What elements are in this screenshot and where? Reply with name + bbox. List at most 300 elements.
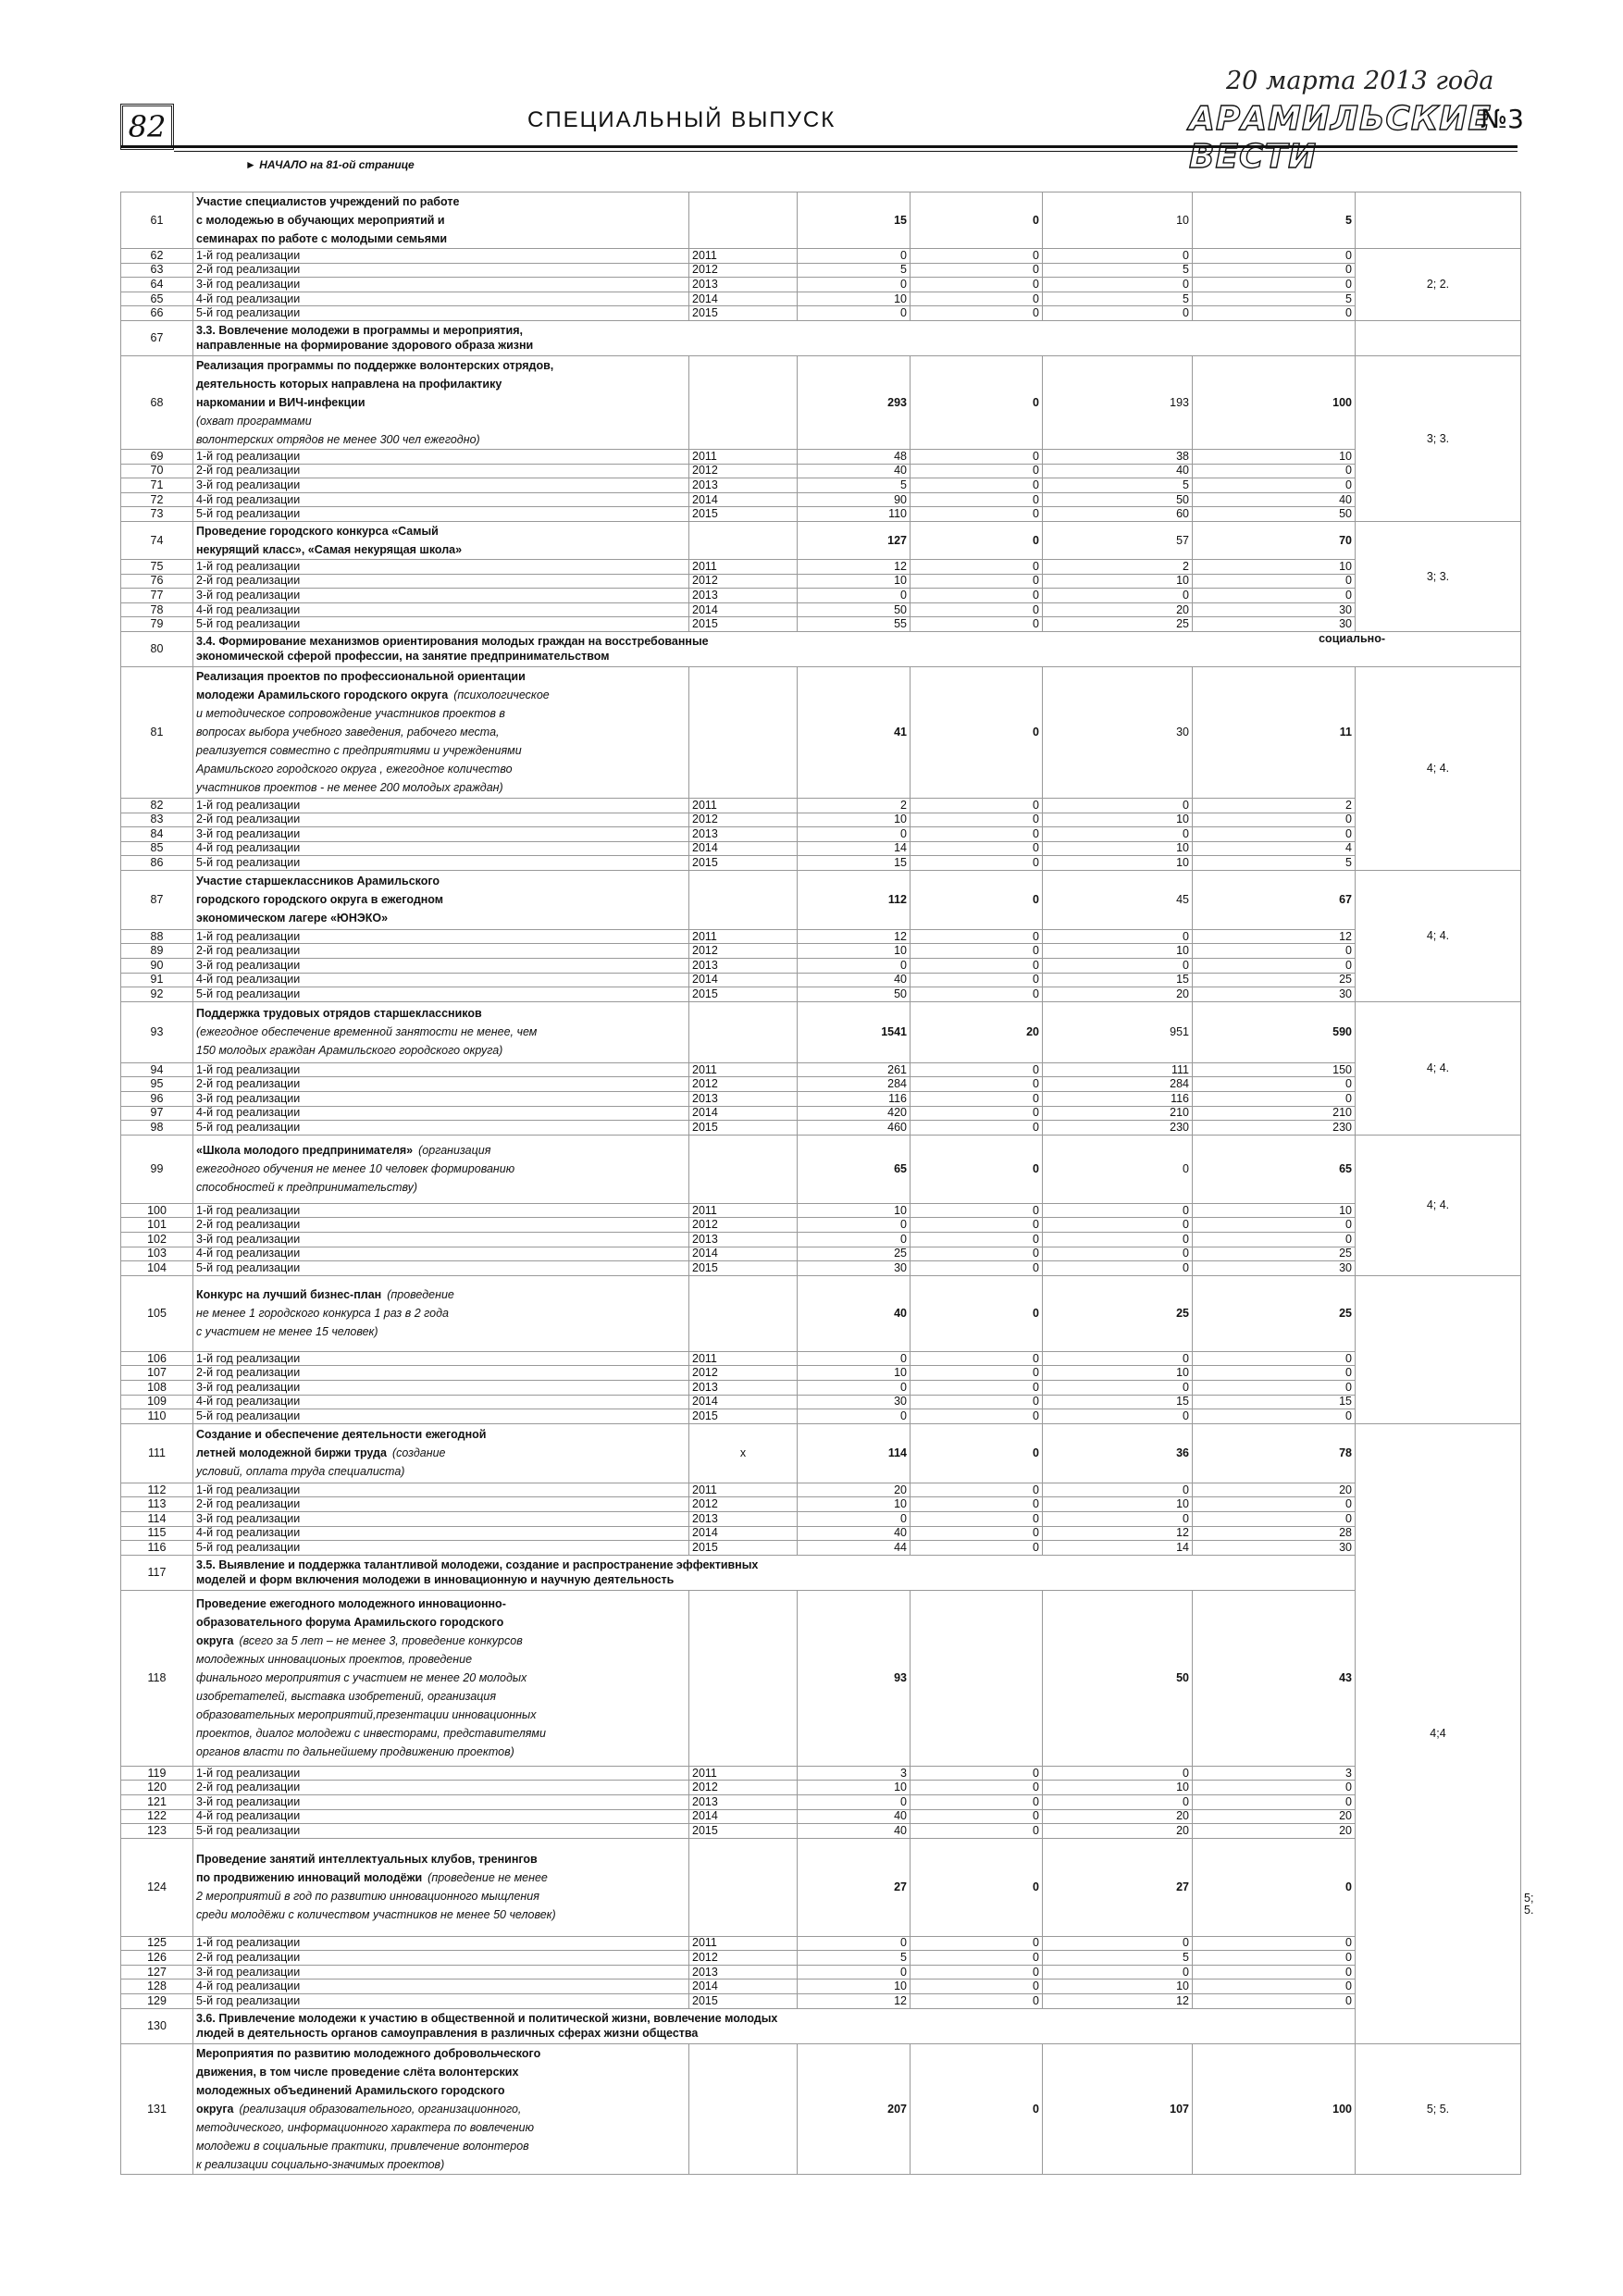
local-value: 0 <box>1043 1135 1193 1203</box>
row-number: 125 <box>121 1936 193 1951</box>
section-heading <box>193 2008 1521 2043</box>
other-value: 0 <box>1193 1092 1356 1107</box>
other-value: 0 <box>1193 1994 1356 2009</box>
federal-value: 0 <box>911 973 1043 987</box>
local-value: 10 <box>1043 856 1193 871</box>
total-value: 48 <box>798 449 911 464</box>
total-value: 0 <box>798 1936 911 1951</box>
year-cell: 2013 <box>689 959 798 974</box>
activity-title-line: Реализация проектов по профессиональной ориентации <box>196 670 526 684</box>
local-value: 0 <box>1043 1483 1193 1497</box>
row-number: 85 <box>121 841 193 856</box>
total-value: 112 <box>798 870 911 929</box>
row-number: 89 <box>121 944 193 959</box>
activity-title-line: летней молодежной биржи труда <box>196 1446 387 1460</box>
activity-title-line: наркомании и ВИЧ-инфекции <box>196 395 365 409</box>
activity-note-line: (ежегодное обеспечение временной занятости не менее, чем <box>196 1025 538 1039</box>
total-value: 90 <box>798 492 911 507</box>
other-value: 100 <box>1193 355 1356 449</box>
row-number: 88 <box>121 929 193 944</box>
total-value: 0 <box>798 1794 911 1809</box>
other-value: 230 <box>1193 1121 1356 1136</box>
issue-number: №3 <box>1481 104 1524 134</box>
federal-value <box>911 1590 1043 1766</box>
target-indicator: 3; 3. <box>1356 521 1521 631</box>
local-value: 5 <box>1043 292 1193 306</box>
local-value: 30 <box>1043 666 1193 798</box>
other-value: 0 <box>1193 813 1356 827</box>
activity-note-line: способностей к предпринимательству) <box>196 1181 418 1195</box>
row-number: 121 <box>121 1794 193 1809</box>
year-cell: 2012 <box>689 1077 798 1092</box>
year-label: 5-й год реализации <box>193 617 689 632</box>
year-label: 4-й год реализации <box>193 1247 689 1261</box>
year-cell: 2014 <box>689 292 798 306</box>
other-value: 4 <box>1193 841 1356 856</box>
total-value: 10 <box>798 1980 911 1994</box>
federal-value: 0 <box>911 449 1043 464</box>
activity-title-line: Мероприятия по развитию молодежного добровольческого <box>196 2046 541 2060</box>
target-indicator: 3; 3. <box>1356 355 1521 521</box>
federal-value: 0 <box>911 1497 1043 1512</box>
year-label: 3-й год реализации <box>193 1233 689 1247</box>
local-value: 0 <box>1043 249 1193 264</box>
other-value: 10 <box>1193 559 1356 574</box>
activity-note-line: финального мероприятия с участием не менее 20 молодых <box>196 1671 527 1685</box>
row-number: 76 <box>121 574 193 589</box>
row-number: 105 <box>121 1275 193 1351</box>
local-value: 60 <box>1043 507 1193 522</box>
local-value: 50 <box>1043 492 1193 507</box>
year-label: 2-й год реализации <box>193 464 689 478</box>
local-value: 14 <box>1043 1541 1193 1556</box>
blank-cell <box>1356 320 1521 355</box>
table-row-year <box>121 278 1521 292</box>
local-value: 38 <box>1043 449 1193 464</box>
activity-note-line: 2 мероприятий в год по развитию инновационного мыщления <box>196 1890 539 1904</box>
federal-value: 0 <box>911 617 1043 632</box>
table-row-year <box>121 1994 1521 2009</box>
year-cell: 2012 <box>689 813 798 827</box>
table-row-activity <box>121 521 1521 559</box>
table-row-year <box>121 1077 1521 1092</box>
total-value: 420 <box>798 1106 911 1121</box>
total-value: 12 <box>798 559 911 574</box>
other-value: 11 <box>1193 666 1356 798</box>
other-value: 70 <box>1193 521 1356 559</box>
other-value: 20 <box>1193 1483 1356 1497</box>
table-row-year <box>121 589 1521 603</box>
activity-note-line: к реализации социально-значимых проектов) <box>196 2157 445 2171</box>
row-number: 67 <box>121 320 193 355</box>
local-value: 10 <box>1043 1781 1193 1795</box>
year-cell: 2014 <box>689 1526 798 1541</box>
year-cell: 2011 <box>689 798 798 813</box>
total-value: 14 <box>798 841 911 856</box>
year-cell: 2011 <box>689 1483 798 1497</box>
total-value: 0 <box>798 1233 911 1247</box>
section-heading-line: 3.4. Формирование механизмов ориентирования молодых граждан на восстребованные <box>196 635 709 649</box>
local-value: 10 <box>1043 944 1193 959</box>
total-value: 1541 <box>798 1001 911 1062</box>
row-number: 75 <box>121 559 193 574</box>
table-row-year <box>121 1781 1521 1795</box>
local-value: 0 <box>1043 1203 1193 1218</box>
table-row-year <box>121 574 1521 589</box>
year-label: 1-й год реализации <box>193 1483 689 1497</box>
activity-note-line: изобретателей, выставка изобретений, организация <box>196 1690 497 1704</box>
year-cell: 2014 <box>689 1395 798 1409</box>
year-cell <box>689 355 798 449</box>
local-value: 40 <box>1043 464 1193 478</box>
row-number: 101 <box>121 1218 193 1233</box>
row-number: 77 <box>121 589 193 603</box>
table-row-activity <box>121 1590 1521 1766</box>
other-value: 0 <box>1193 1366 1356 1381</box>
year-label: 4-й год реализации <box>193 1106 689 1121</box>
federal-value: 0 <box>911 292 1043 306</box>
total-value: 0 <box>798 278 911 292</box>
total-value: 0 <box>798 249 911 264</box>
activity-name <box>193 1275 689 1351</box>
activity-title-line: Проведение ежегодного молодежного инновационно- <box>196 1597 506 1611</box>
local-value: 0 <box>1043 1766 1193 1781</box>
table-row-year <box>121 478 1521 493</box>
row-number: 106 <box>121 1351 193 1366</box>
table-row-year <box>121 1247 1521 1261</box>
row-number: 91 <box>121 973 193 987</box>
federal-value: 0 <box>911 192 1043 249</box>
federal-value: 0 <box>911 1247 1043 1261</box>
federal-value: 0 <box>911 1781 1043 1795</box>
year-cell <box>689 521 798 559</box>
table-row-year <box>121 856 1521 871</box>
total-value: 0 <box>798 306 911 321</box>
year-cell: 2012 <box>689 1781 798 1795</box>
activity-name <box>193 355 689 449</box>
other-value: 0 <box>1193 589 1356 603</box>
table-row-year <box>121 1233 1521 1247</box>
year-cell: 2012 <box>689 574 798 589</box>
year-cell: 2015 <box>689 1121 798 1136</box>
activity-note-line: молодежных инновационых проектов, проведение <box>196 1653 473 1667</box>
total-value: 40 <box>798 1275 911 1351</box>
federal-value: 0 <box>911 1218 1043 1233</box>
federal-value: 20 <box>911 1001 1043 1062</box>
activity-title-line: округа <box>196 1634 234 1648</box>
activity-title-line: Участие старшеклассников Арамильского <box>196 875 440 888</box>
other-value: 2 <box>1193 798 1356 813</box>
activity-note-line: среди молодёжи с количеством участников не менее 50 человек) <box>196 1908 556 1922</box>
row-number: 83 <box>121 813 193 827</box>
table-row-year <box>121 987 1521 1002</box>
row-number: 99 <box>121 1135 193 1203</box>
table-row-activity <box>121 1275 1521 1351</box>
target-indicator: 4;4 <box>1356 1423 1521 2043</box>
federal-value: 0 <box>911 574 1043 589</box>
other-value: 0 <box>1193 249 1356 264</box>
year-cell: 2013 <box>689 1794 798 1809</box>
total-value: 5 <box>798 263 911 278</box>
total-value: 110 <box>798 507 911 522</box>
row-number: 122 <box>121 1809 193 1824</box>
local-value: 0 <box>1043 1409 1193 1424</box>
activity-title-line: «Школа молодого предпринимателя» <box>196 1144 414 1158</box>
other-value: 25 <box>1193 1275 1356 1351</box>
other-value: 65 <box>1193 1135 1356 1203</box>
table-row-year <box>121 798 1521 813</box>
table-row-year <box>121 306 1521 321</box>
total-value: 0 <box>798 1218 911 1233</box>
federal-value: 0 <box>911 1809 1043 1824</box>
local-value: 20 <box>1043 602 1193 617</box>
total-value: 5 <box>798 1951 911 1966</box>
row-number: 129 <box>121 1994 193 2009</box>
year-cell: 2013 <box>689 1233 798 1247</box>
year-cell: 2015 <box>689 987 798 1002</box>
total-value: 12 <box>798 929 911 944</box>
federal-value: 0 <box>911 813 1043 827</box>
other-value: 50 <box>1193 507 1356 522</box>
year-label: 3-й год реализации <box>193 589 689 603</box>
other-value: 0 <box>1193 827 1356 842</box>
other-value: 0 <box>1193 1794 1356 1809</box>
total-value: 0 <box>798 1511 911 1526</box>
activity-note-line: (охват программами <box>196 414 312 428</box>
federal-value: 0 <box>911 602 1043 617</box>
federal-value: 0 <box>911 1936 1043 1951</box>
total-value: 0 <box>798 1351 911 1366</box>
activity-title-line: деятельность которых направлена на профилактику <box>196 377 502 391</box>
year-label: 4-й год реализации <box>193 841 689 856</box>
local-value: 25 <box>1043 617 1193 632</box>
other-value: 20 <box>1193 1809 1356 1824</box>
table-row-activity <box>121 1423 1521 1483</box>
federal-value: 0 <box>911 1409 1043 1424</box>
year-cell: 2013 <box>689 589 798 603</box>
federal-value: 0 <box>911 798 1043 813</box>
row-number: 78 <box>121 602 193 617</box>
federal-value: 0 <box>911 1483 1043 1497</box>
federal-value: 0 <box>911 1980 1043 1994</box>
federal-value: 0 <box>911 1233 1043 1247</box>
federal-value: 0 <box>911 355 1043 449</box>
row-number: 86 <box>121 856 193 871</box>
year-cell: 2014 <box>689 1980 798 1994</box>
other-value: 0 <box>1193 1077 1356 1092</box>
table-row-activity <box>121 870 1521 929</box>
total-value: 3 <box>798 1766 911 1781</box>
table-row-year <box>121 1218 1521 1233</box>
row-number: 110 <box>121 1409 193 1424</box>
activity-title-line: городского городского округа в ежегодном <box>196 893 444 907</box>
federal-value: 0 <box>911 521 1043 559</box>
other-value: 0 <box>1193 278 1356 292</box>
row-number: 70 <box>121 464 193 478</box>
local-value: 15 <box>1043 973 1193 987</box>
total-value: 261 <box>798 1062 911 1077</box>
activity-name <box>193 1838 689 1936</box>
activity-note-line: методического, информационного характера по вовлечению <box>196 2120 534 2134</box>
federal-value: 0 <box>911 1077 1043 1092</box>
row-number: 63 <box>121 263 193 278</box>
year-label: 1-й год реализации <box>193 559 689 574</box>
other-value: 0 <box>1193 1838 1356 1936</box>
year-label: 2-й год реализации <box>193 1077 689 1092</box>
table-row-year <box>121 1409 1521 1424</box>
table-row-year <box>121 617 1521 632</box>
table-row-year <box>121 1380 1521 1395</box>
activity-note-line: реализуется совместно с предприятиями и учреждениями <box>196 744 522 758</box>
activity-name <box>193 1423 689 1483</box>
local-value: 5 <box>1043 263 1193 278</box>
year-label: 1-й год реализации <box>193 929 689 944</box>
year-label: 2-й год реализации <box>193 1497 689 1512</box>
table-row-year <box>121 492 1521 507</box>
year-label: 3-й год реализации <box>193 1380 689 1395</box>
activity-name <box>193 1001 689 1062</box>
year-cell: 2011 <box>689 929 798 944</box>
row-number: 131 <box>121 2043 193 2174</box>
other-value: 3 <box>1193 1766 1356 1781</box>
federal-value: 0 <box>911 1380 1043 1395</box>
total-value: 50 <box>798 602 911 617</box>
year-label: 2-й год реализации <box>193 574 689 589</box>
local-value: 0 <box>1043 306 1193 321</box>
other-value: 0 <box>1193 574 1356 589</box>
activity-note-line: (организация <box>418 1144 491 1158</box>
row-number: 104 <box>121 1261 193 1276</box>
table-row-year <box>121 1106 1521 1121</box>
year-label: 2-й год реализации <box>193 944 689 959</box>
row-number: 81 <box>121 666 193 798</box>
table-row-year <box>121 1951 1521 1966</box>
other-value: 590 <box>1193 1001 1356 1062</box>
section-heading-line: экономической сферой профессии, на занятие предпринимательством <box>196 650 610 664</box>
row-number: 97 <box>121 1106 193 1121</box>
local-value: 0 <box>1043 278 1193 292</box>
activity-note-line: (всего за 5 лет – не менее 3, проведение конкурсов <box>239 1634 523 1648</box>
activity-title-line: экономическом лагере «ЮНЭКО» <box>196 912 389 925</box>
year-label: 3-й год реализации <box>193 959 689 974</box>
year-cell: 2015 <box>689 1541 798 1556</box>
federal-value: 0 <box>911 1106 1043 1121</box>
other-value: 0 <box>1193 1936 1356 1951</box>
year-cell <box>689 1275 798 1351</box>
local-value: 10 <box>1043 1366 1193 1381</box>
other-value: 25 <box>1193 973 1356 987</box>
federal-value: 0 <box>911 1135 1043 1203</box>
table-row-activity <box>121 666 1521 798</box>
table-row-activity <box>121 1838 1521 1936</box>
total-value: 5 <box>798 478 911 493</box>
local-value: 0 <box>1043 798 1193 813</box>
table-row-year <box>121 1809 1521 1824</box>
activity-title-line: образовательного форума Арамильского городского <box>196 1616 504 1630</box>
table-row-activity <box>121 1001 1521 1062</box>
row-number: 90 <box>121 959 193 974</box>
year-cell: 2014 <box>689 602 798 617</box>
federal-value: 0 <box>911 1366 1043 1381</box>
section-heading <box>193 631 1521 666</box>
activity-note-line: молодежи в социальные практики, привлечение волонтеров <box>196 2139 529 2153</box>
year-cell <box>689 2043 798 2174</box>
other-value: 10 <box>1193 1203 1356 1218</box>
total-value: 40 <box>798 1526 911 1541</box>
activity-note-line: органов власти по дальнейшему продвижению проектов) <box>196 1745 514 1759</box>
table-row-year <box>121 507 1521 522</box>
local-value: 0 <box>1043 1511 1193 1526</box>
local-value: 0 <box>1043 1965 1193 1980</box>
table-row-year <box>121 1062 1521 1077</box>
table-row-activity <box>121 355 1521 449</box>
row-number: 113 <box>121 1497 193 1512</box>
other-value: 30 <box>1193 1261 1356 1276</box>
table-row-year <box>121 1395 1521 1409</box>
table-row-year <box>121 1936 1521 1951</box>
activity-title-line: с молодежью в обучающих мероприятий и <box>196 214 445 227</box>
target-indicator: 4; 4. <box>1356 666 1521 870</box>
federal-value: 0 <box>911 492 1043 507</box>
row-number: 117 <box>121 1555 193 1590</box>
federal-value: 0 <box>911 827 1043 842</box>
year-label: 4-й год реализации <box>193 492 689 507</box>
year-cell: 2011 <box>689 449 798 464</box>
other-value: 40 <box>1193 492 1356 507</box>
activity-title-line: Участие специалистов учреждений по работе <box>196 195 460 208</box>
local-value: 10 <box>1043 1980 1193 1994</box>
newspaper-logo: АРАМИЛЬСКИЕ ВЕСТИ <box>1189 100 1492 176</box>
row-number: 93 <box>121 1001 193 1062</box>
table-row-year <box>121 813 1521 827</box>
page-number: 82 <box>120 104 174 150</box>
other-value: 67 <box>1193 870 1356 929</box>
year-cell: 2011 <box>689 1936 798 1951</box>
table-row-year <box>121 1351 1521 1366</box>
other-value: 210 <box>1193 1106 1356 1121</box>
table-row-activity <box>121 1135 1521 1203</box>
activity-note-line: проектов, диалог молодежи с инвесторами, представителями <box>196 1727 546 1741</box>
federal-value: 0 <box>911 1541 1043 1556</box>
year-cell: 2013 <box>689 1380 798 1395</box>
activity-name <box>193 521 689 559</box>
row-number: 107 <box>121 1366 193 1381</box>
total-value: 27 <box>798 1838 911 1936</box>
local-value: 284 <box>1043 1077 1193 1092</box>
section-heading-line: моделей и форм включения молодежи в инновационную и научную деятельность <box>196 1573 675 1587</box>
year-label: 4-й год реализации <box>193 1526 689 1541</box>
row-number: 95 <box>121 1077 193 1092</box>
federal-value: 0 <box>911 959 1043 974</box>
target-indicator <box>1356 1275 1521 1423</box>
section-heading-line: направленные на формирование здорового образа жизни <box>196 339 534 353</box>
activity-title-line: Проведение занятий интеллектуальных клубов, тренингов <box>196 1853 538 1867</box>
total-value: 10 <box>798 944 911 959</box>
activity-title-line: округа <box>196 2102 234 2116</box>
federal-value: 0 <box>911 1965 1043 1980</box>
other-value: 0 <box>1193 1233 1356 1247</box>
table-row-year <box>121 1965 1521 1980</box>
federal-value: 0 <box>911 1511 1043 1526</box>
local-value: 210 <box>1043 1106 1193 1121</box>
table-row-year <box>121 1203 1521 1218</box>
federal-value: 0 <box>911 263 1043 278</box>
local-value: 0 <box>1043 929 1193 944</box>
year-label: 3-й год реализации <box>193 1511 689 1526</box>
table-row-year <box>121 559 1521 574</box>
total-value: 127 <box>798 521 911 559</box>
year-cell: 2013 <box>689 1092 798 1107</box>
